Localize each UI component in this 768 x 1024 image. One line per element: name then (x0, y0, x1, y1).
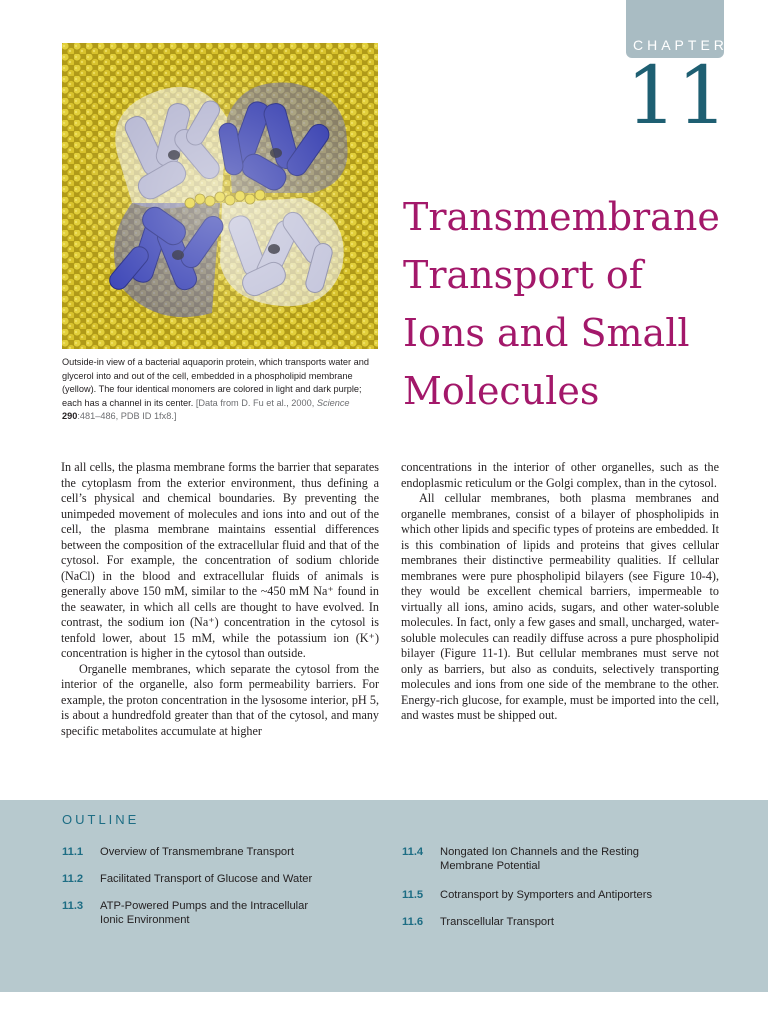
outline-item-label: ATP-Powered Pumps and the Intracellular Ionic Environment (100, 900, 309, 926)
outline-item-number: 11.2 (62, 873, 84, 885)
outline-item-number: 11.3 (62, 900, 84, 912)
outline-item-label: Nongated Ion Channels and the Resting Membrane Potential (440, 846, 640, 872)
chapter-number: 11 (626, 49, 728, 142)
body-column-left (61, 460, 379, 739)
outline-item-11-3[interactable] (62, 899, 352, 929)
body-column-right (401, 460, 719, 724)
outline-item-label: Transcellular Transport (440, 916, 554, 928)
caption-text: Outside-in view of a bacterial aquaporin protein, which transports water and glycerol into and out of the cell, embedded in a phospholipid membrane (yellow). The four identical monomers are colored in light and dark purple; each has a channel in its center. (62, 357, 369, 408)
outline-item-11-5[interactable] (402, 888, 702, 904)
source-prefix: [Data from D. Fu et al., 2000, (195, 397, 317, 408)
outline-item-label: Facilitated Transport of Glucose and Water (100, 873, 313, 885)
body-paragraph: concentrations in the interior of other organelles, such as the endoplasmic reticulum or the Golgi complex, than in the cytosol. (401, 460, 719, 490)
outline-item-11-2[interactable] (62, 872, 352, 888)
outline-item-number: 11.5 (402, 889, 424, 901)
figure-caption (62, 356, 382, 424)
outline-item-11-4[interactable] (402, 845, 702, 875)
body-paragraph: In all cells, the plasma membrane forms the barrier that separates the cytoplasm from the exterior environment, thus defining a cell’s physical and chemical boundaries. By preventing the unimpeded movement of molecules and ions into and out of the cell, the plasma membrane maintains essential differences between the composition of the extracellular fluid and that of the cytosol. For example, the concentration of sodium chloride (NaCl) in the blood and extracellular fluids of animals is generally above 150 mM, similar to the ~450 mM Na⁺ found in the seawater, in which all cells are thought to have evolved. In contrast, the sodium ion (Na⁺) concentration in the cytosol is tenfold lower, about 15 mM, while the potassium ion (K⁺) concentration is higher in the cytosol than outside. (61, 460, 379, 660)
outline-item-label: Overview of Transmembrane Transport (100, 846, 294, 858)
outline-item-11-6[interactable] (402, 915, 702, 931)
outline-heading: OUTLINE (62, 812, 140, 827)
body-paragraph: All cellular membranes, both plasma membranes and organelle membranes, consist of a bilayer of phospholipids in which other lipids and specific types of proteins are embedded. It is this combination of lipids and proteins that gives cellular membranes their distinctive permeability qualities. If cellular membranes were pure phospholipid bilayers (see Figure 10-4), they would be excellent chemical barriers, impermeable to virtually all ions, amino acids, sugars, and other water-soluble molecules. In fact, only a few gases and small, uncharged, water-soluble molecules can readily diffuse across a pure phospholipid bilayer (Figure 11-1). But cellular membranes must serve not only as barriers, but also as conduits, selectively transporting molecules and ions from one side of the membrane to the other. Energy-rich glucose, for example, must be imported into the cell, and wastes must be shipped out. (401, 491, 719, 722)
outline-item-number: 11.4 (402, 846, 424, 858)
chapter-title: Transmembrane Transport of Ions and Small Molecules (403, 195, 720, 413)
outline-item-number: 11.1 (62, 846, 84, 858)
source-journal: Science (316, 397, 350, 408)
body-paragraph: Organelle membranes, which separate the cytosol from the interior of the organelle, also form permeability barriers. For example, the proton concentration in the lysosome interior, pH 5, is about a hundredfold greater than that of the cytosol, and many specific metabolites accumulate at higher (61, 661, 379, 738)
chapter-label: CHAPTER (633, 37, 728, 53)
source-volume: 290 (62, 411, 78, 422)
aquaporin-illustration (62, 43, 378, 349)
outline-item-11-1[interactable] (62, 845, 352, 861)
outline-item-number: 11.6 (402, 916, 424, 928)
aquaporin-figure (62, 43, 378, 349)
outline-item-label: Cotransport by Symporters and Antiporters (440, 889, 653, 901)
source-suffix: :481–486, PDB ID 1fx8.] (77, 411, 177, 422)
